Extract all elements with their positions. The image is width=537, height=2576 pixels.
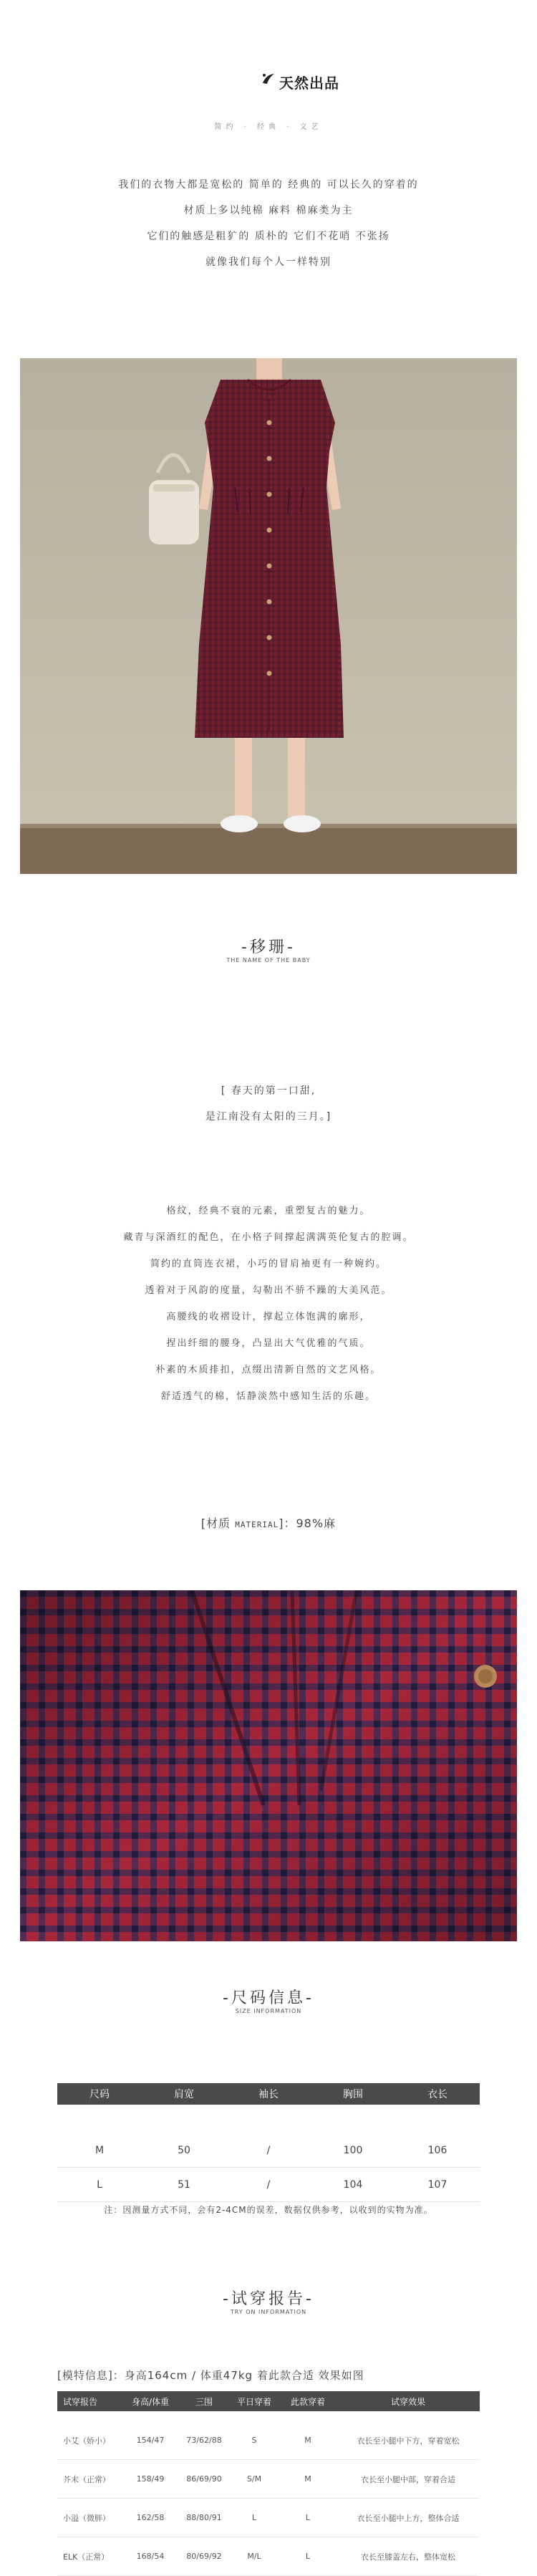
tryon-header-cell: 试穿效果 bbox=[390, 2396, 425, 2407]
description-line: 高腰线的收褶设计，撑起立体饱满的廓形， bbox=[166, 1312, 371, 1322]
tryon-table-header bbox=[57, 2391, 480, 2411]
table-row: 小艾（娇小） 154/47 73/62/88 S M 衣长至小腿中下方，穿着宽松 bbox=[57, 2421, 480, 2460]
description-line: 藏青与深酒红的配色，在小格子间撑起满满英伦复古的腔调。 bbox=[123, 1232, 414, 1243]
brand-tagline: 简约 · 经典 · 文艺 bbox=[214, 123, 323, 131]
description-line: 朴素的木质排扣，点缀出清新自然的文艺风格。 bbox=[155, 1365, 382, 1375]
size-table bbox=[57, 2083, 480, 2202]
brand-name: 天然出品 bbox=[279, 75, 339, 92]
table-row: L 51 / 104 107 bbox=[57, 2168, 480, 2202]
intro-line: 它们的触感是粗犷的 质朴的 它们不花哨 不张扬 bbox=[147, 231, 390, 242]
model-photo bbox=[20, 358, 517, 874]
table-row: 小溢（微胖） 162/58 88/80/91 L L 衣长至小腿中上方，整体合适 bbox=[57, 2499, 480, 2537]
description-line: 透着对于风韵的度量，勾勒出不骄不躁的大美风范。 bbox=[145, 1285, 392, 1296]
intro-line: 我们的衣物大都是宽松的 简单的 经典的 可以长久的穿着的 bbox=[118, 179, 419, 191]
quote-line: [ 春天的第一口甜, bbox=[221, 1085, 316, 1097]
product-quote bbox=[0, 1078, 537, 1130]
description-line: 舒适透气的棉，恬静淡然中感知生活的乐趣。 bbox=[160, 1391, 376, 1402]
tryon-header-cell: 试穿报告 bbox=[63, 2396, 98, 2407]
tryon-header-cell: 三围 bbox=[195, 2396, 213, 2407]
size-info-subtitle: SIZE INFORMATION bbox=[235, 2008, 302, 2014]
description-line: 捏出纤细的腰身，凸显出大气优雅的气质。 bbox=[166, 1338, 371, 1349]
size-header-cell: 肩宽 bbox=[174, 2089, 194, 2100]
table-row: 芥末（正常） 158/49 86/69/90 S/M M 衣长至小腿中部，穿着合适 bbox=[57, 2460, 480, 2499]
size-header-cell: 袖长 bbox=[258, 2089, 279, 2100]
product-name-title: -移珊- bbox=[241, 938, 296, 956]
size-header-cell: 胸围 bbox=[343, 2089, 363, 2100]
tryon-subtitle: TRY ON INFORMATION bbox=[230, 2309, 307, 2315]
material-info: [材质 MATERIAL]：98%麻 bbox=[200, 1517, 337, 1530]
table-row: M 50 / 100 106 bbox=[57, 2133, 480, 2168]
description-line: 格纹，经典不衰的元素，重塑复古的魅力。 bbox=[166, 1206, 371, 1216]
size-header-cell: 衣长 bbox=[427, 2089, 448, 2100]
intro-line: 材质上多以纯棉 麻料 棉麻类为主 bbox=[183, 205, 354, 216]
size-note: 注：因测量方式不同，会有2-4CM的误差，数据仅供参考，以收到的实物为准。 bbox=[104, 2205, 433, 2215]
tryon-header-cell: 平日穿着 bbox=[236, 2396, 271, 2407]
model-info: [模特信息]：身高164cm / 体重47kg 着此款合适 效果如图 bbox=[57, 2369, 364, 2382]
tryon-header-cell: 此款穿着 bbox=[290, 2396, 325, 2407]
intro-line: 就像我们每个人一样特别 bbox=[205, 256, 332, 268]
material-en-label: MATERIAL bbox=[235, 1520, 279, 1529]
tryon-header-cell: 身高/体重 bbox=[131, 2396, 170, 2407]
description-line: 简约的直筒连衣裙，小巧的冒肩袖更有一种婉约。 bbox=[150, 1259, 387, 1269]
product-name-subtitle: THE NAME OF THE BABY bbox=[226, 957, 311, 963]
fabric-closeup-photo bbox=[20, 1590, 517, 1941]
brand-intro bbox=[0, 172, 537, 275]
size-table-header bbox=[57, 2083, 480, 2105]
size-header-cell: 尺码 bbox=[90, 2089, 110, 2100]
tryon-title: -试穿报告- bbox=[223, 2290, 314, 2308]
product-description bbox=[0, 1198, 537, 1410]
quote-line: 是江南没有太阳的三月。] bbox=[205, 1111, 332, 1123]
table-row: ELK（正常） 168/54 80/69/92 M/L L 衣长至膝盖左右，整体宽松 bbox=[57, 2537, 480, 2576]
tryon-table bbox=[57, 2391, 480, 2576]
size-info-title: -尺码信息- bbox=[223, 1989, 314, 2007]
brand-logo-icon bbox=[260, 72, 277, 86]
